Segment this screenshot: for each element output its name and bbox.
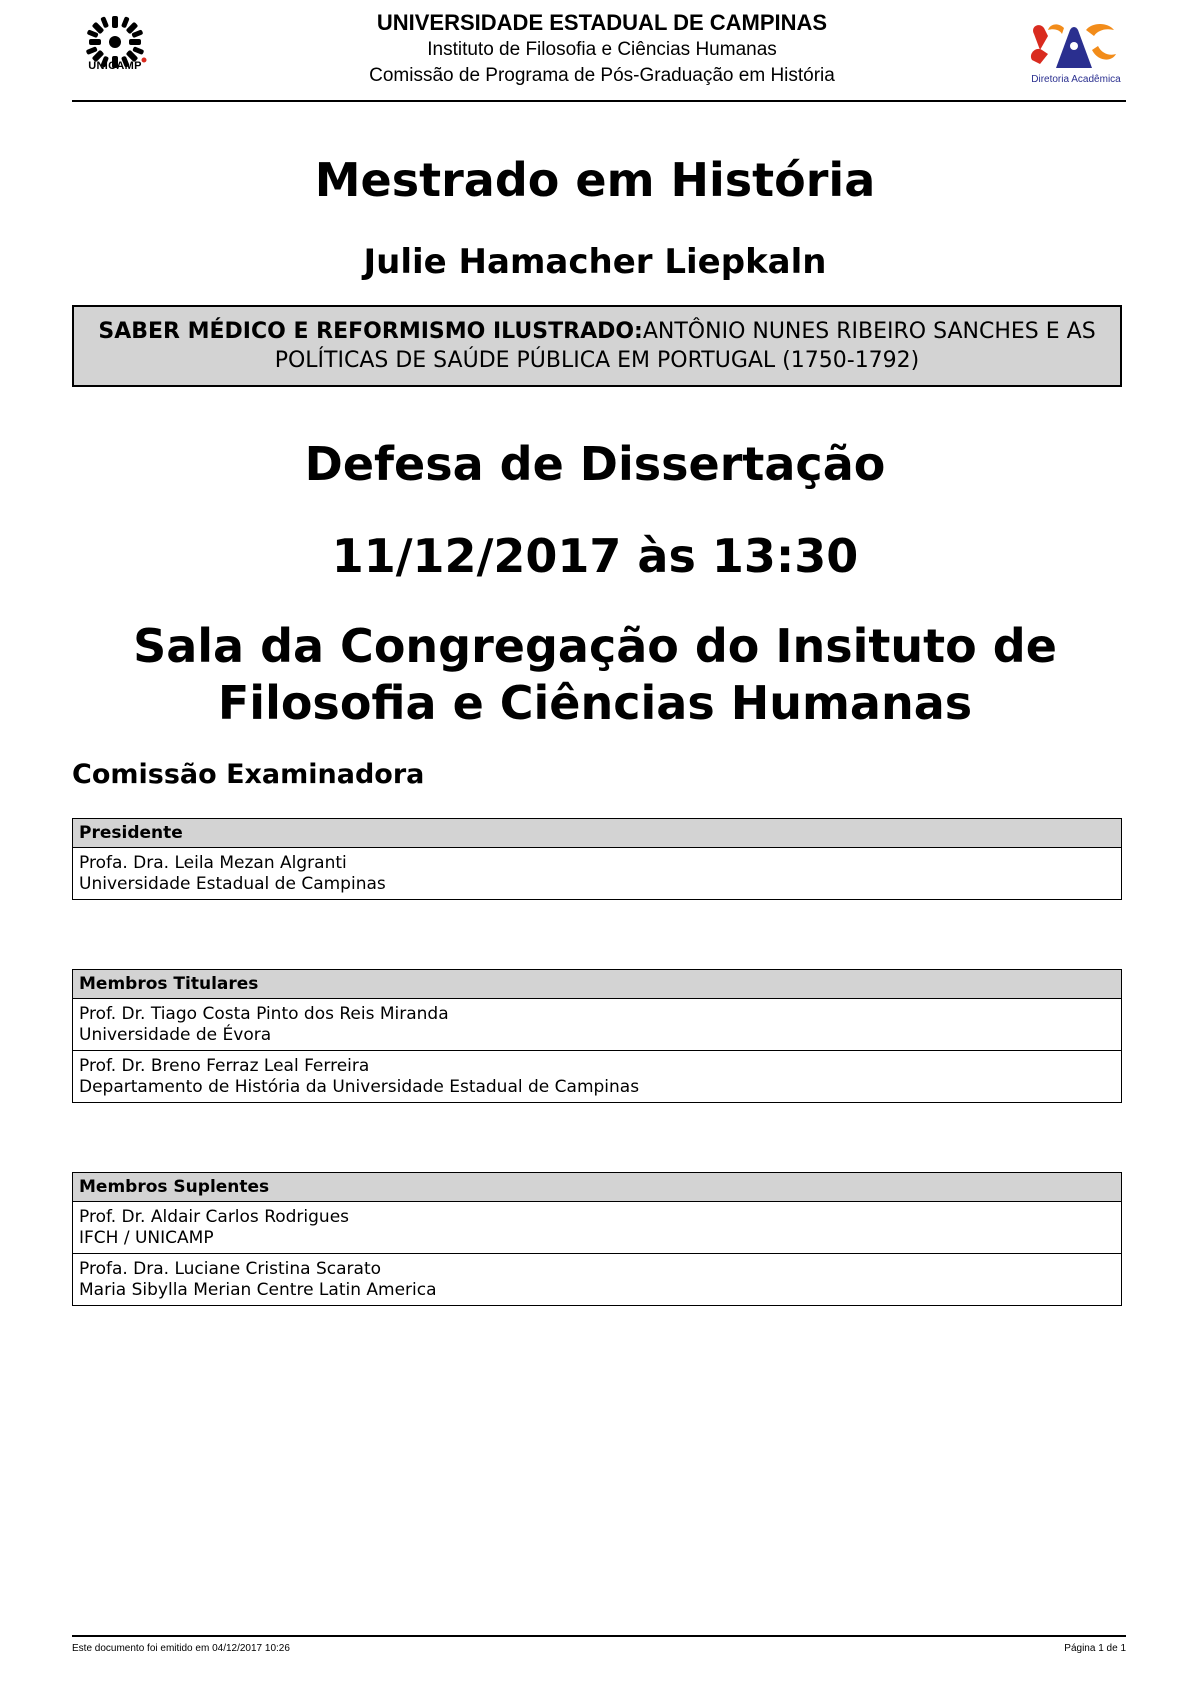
event-location [60, 618, 1130, 732]
university-name: UNIVERSIDADE ESTADUAL DE CAMPINAS [376, 10, 828, 35]
member-name: Profa. Dra. Luciane Cristina Scarato [79, 1259, 382, 1279]
table-row [73, 999, 1121, 1050]
member-institution: Maria Sibylla Merian Centre Latin America [79, 1280, 437, 1300]
member-institution: Universidade de Évora [79, 1025, 272, 1045]
unicamp-logo-icon [80, 14, 150, 88]
location-line-1: Sala da Congregação do Insituto de [133, 619, 1057, 673]
substitute-heading: Membros Suplentes [73, 1173, 1121, 1202]
member-institution: Departamento de História da Universidade Estadual de Campinas [79, 1077, 640, 1097]
table-row [73, 1202, 1121, 1253]
institution-block [232, 10, 972, 89]
member-institution: Universidade Estadual de Campinas [79, 874, 386, 894]
table-row [73, 848, 1121, 899]
member-name: Prof. Dr. Aldair Carlos Rodrigues [79, 1207, 350, 1227]
titular-heading: Membros Titulares [73, 970, 1121, 999]
institute-name: Instituto de Filosofia e Ciências Humanas [427, 39, 777, 60]
document-header [72, 0, 1126, 102]
committee-heading: Comissão Examinadora [72, 759, 425, 790]
thesis-title [94, 317, 1100, 375]
member-institution: IFCH / UNICAMP [79, 1228, 214, 1248]
president-heading: Presidente [73, 819, 1121, 848]
issued-timestamp: Este documento foi emitido em 04/12/2017 10:26 [72, 1643, 290, 1654]
program-title: Mestrado em História [314, 153, 876, 207]
titular-members-table [72, 969, 1122, 1103]
commission-name: Comissão de Programa de Pós-Graduação em História [369, 65, 835, 86]
member-name: Prof. Dr. Tiago Costa Pinto dos Reis Miranda [79, 1004, 449, 1024]
thesis-title-box [72, 305, 1122, 387]
member-name: Profa. Dra. Leila Mezan Algranti [79, 853, 347, 873]
event-type: Defesa de Dissertação [304, 437, 886, 491]
diretoria-academica-logo-text: Diretoria Acadêmica [1031, 74, 1121, 85]
event-datetime: 11/12/2017 às 13:30 [331, 529, 859, 583]
unicamp-logo-text: UNICAMP [88, 60, 142, 72]
president-table [72, 818, 1122, 900]
student-name: Julie Hamacher Liepkaln [363, 242, 827, 282]
location-line-2: Filosofia e Ciências Humanas [217, 676, 973, 730]
table-row [73, 1253, 1121, 1305]
document-footer [72, 1635, 1126, 1654]
member-name: Prof. Dr. Breno Ferraz Leal Ferreira [79, 1056, 370, 1076]
thesis-title-rest: ANTÔNIO NUNES RIBEIRO SANCHES E AS POLÍTICAS DE SAÚDE PÚBLICA EM PORTUGAL (1750-1792) [274, 319, 1096, 373]
substitute-members-table [72, 1172, 1122, 1306]
page-number: Página 1 de 1 [1064, 1643, 1126, 1654]
table-row [73, 1050, 1121, 1102]
thesis-title-bold: SABER MÉDICO E REFORMISMO ILUSTRADO: [98, 319, 643, 344]
